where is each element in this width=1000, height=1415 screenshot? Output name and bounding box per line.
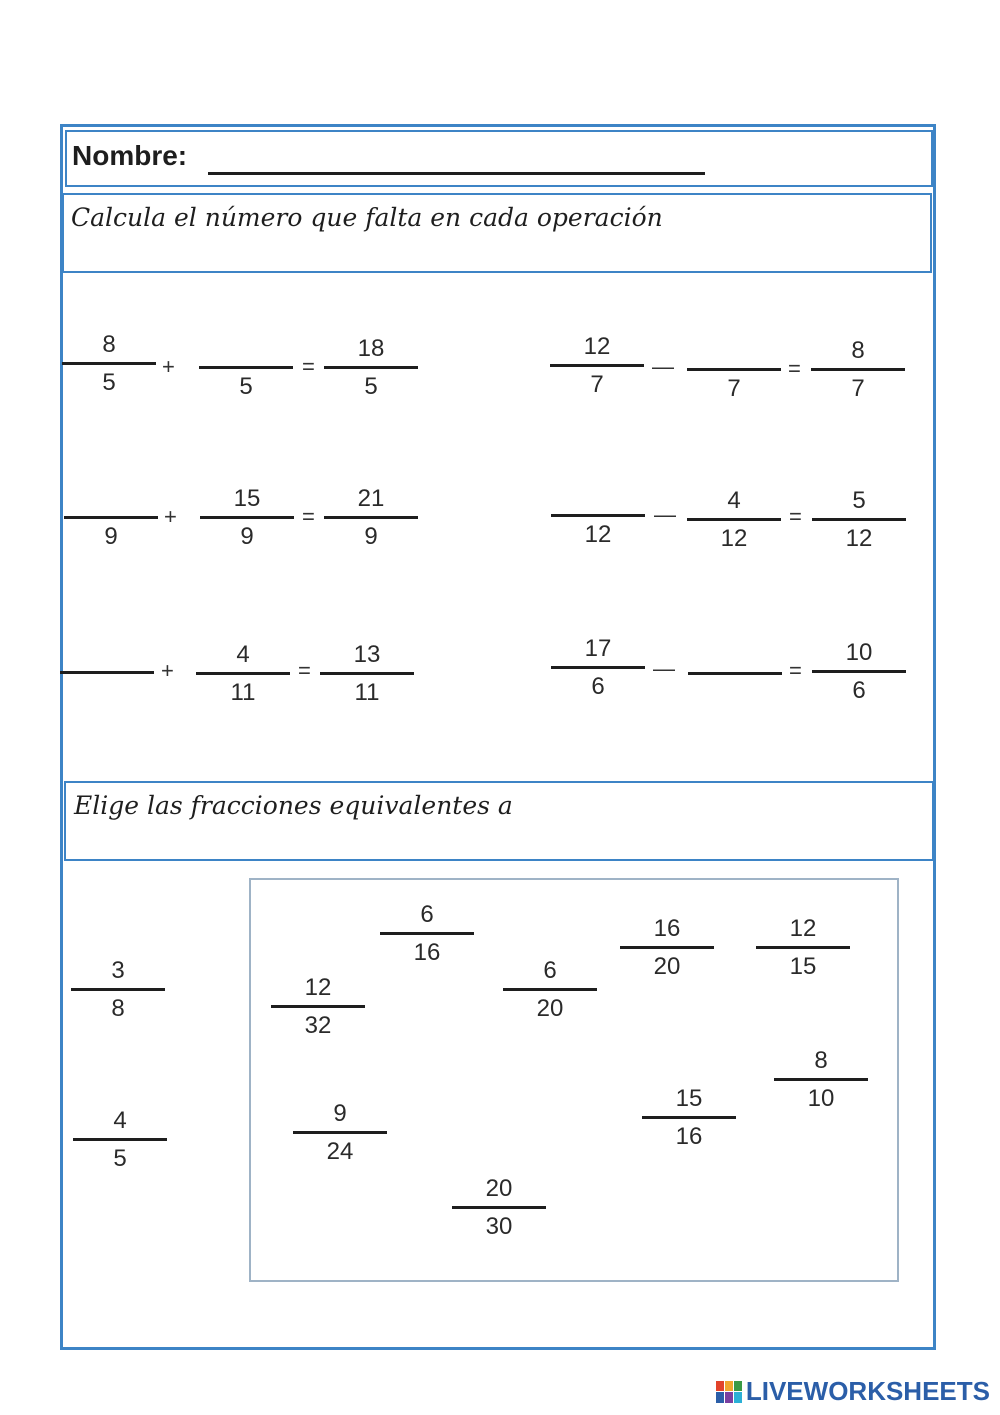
equals-sign: = xyxy=(788,356,801,381)
fraction-result: 21 9 xyxy=(324,486,418,556)
plus-sign: + xyxy=(162,354,175,379)
option-fraction[interactable]: 9 24 xyxy=(293,1101,387,1171)
name-input-line[interactable] xyxy=(208,172,705,175)
equals-sign: = xyxy=(789,504,802,529)
equals-sign: = xyxy=(298,658,311,683)
option-fraction[interactable]: 20 30 xyxy=(452,1176,546,1246)
fraction-result: 8 7 xyxy=(811,338,905,408)
fraction-result: 18 5 xyxy=(324,336,418,406)
fraction-b: 4 11 xyxy=(196,642,290,712)
option-fraction[interactable]: 16 20 xyxy=(620,916,714,986)
fraction-blank[interactable] xyxy=(688,642,782,712)
plus-sign: + xyxy=(164,504,177,529)
minus-sign: — xyxy=(654,502,676,527)
fraction-blank[interactable]: 5 xyxy=(199,336,293,406)
fraction-a: 12 7 xyxy=(550,334,644,404)
target-fraction: 3 8 xyxy=(71,958,165,1028)
option-fraction[interactable]: 6 20 xyxy=(503,958,597,1028)
equals-sign: = xyxy=(789,658,802,683)
target-fraction: 4 5 xyxy=(73,1108,167,1178)
equals-sign: = xyxy=(302,354,315,379)
fraction-result: 13 11 xyxy=(320,642,414,712)
fraction-a: 17 6 xyxy=(551,636,645,706)
name-label: Nombre: xyxy=(72,140,188,171)
brand-name: LIVEWORKSHEETS xyxy=(745,1376,990,1406)
instruction-1: Calcula el número que falta en cada operación xyxy=(71,203,663,232)
option-fraction[interactable]: 8 10 xyxy=(774,1048,868,1118)
option-fraction[interactable]: 15 16 xyxy=(642,1086,736,1156)
fraction-blank[interactable]: 7 xyxy=(687,338,781,408)
option-fraction[interactable]: 12 32 xyxy=(271,975,365,1045)
equals-sign: = xyxy=(302,504,315,529)
name-box xyxy=(65,130,933,187)
fraction-result: 5 12 xyxy=(812,488,906,558)
fraction-result: 10 6 xyxy=(812,640,906,710)
fraction-a: 8 5 xyxy=(62,332,156,402)
fraction-b: 15 9 xyxy=(200,486,294,556)
liveworksheets-logo-icon xyxy=(716,1381,742,1403)
fraction-b: 4 12 xyxy=(687,488,781,558)
fraction-blank[interactable] xyxy=(60,641,154,711)
liveworksheets-logo xyxy=(716,1376,990,1407)
instruction-box-1 xyxy=(62,193,932,273)
option-fraction[interactable]: 12 15 xyxy=(756,916,850,986)
fraction-blank[interactable]: 12 xyxy=(551,484,645,554)
plus-sign: + xyxy=(161,658,174,683)
fraction-blank[interactable]: 9 xyxy=(64,486,158,556)
instruction-2: Elige las fracciones equivalentes a xyxy=(74,791,513,820)
minus-sign: — xyxy=(653,656,675,681)
minus-sign: — xyxy=(652,354,674,379)
option-fraction[interactable]: 6 16 xyxy=(380,902,474,972)
instruction-box-2 xyxy=(64,781,934,861)
